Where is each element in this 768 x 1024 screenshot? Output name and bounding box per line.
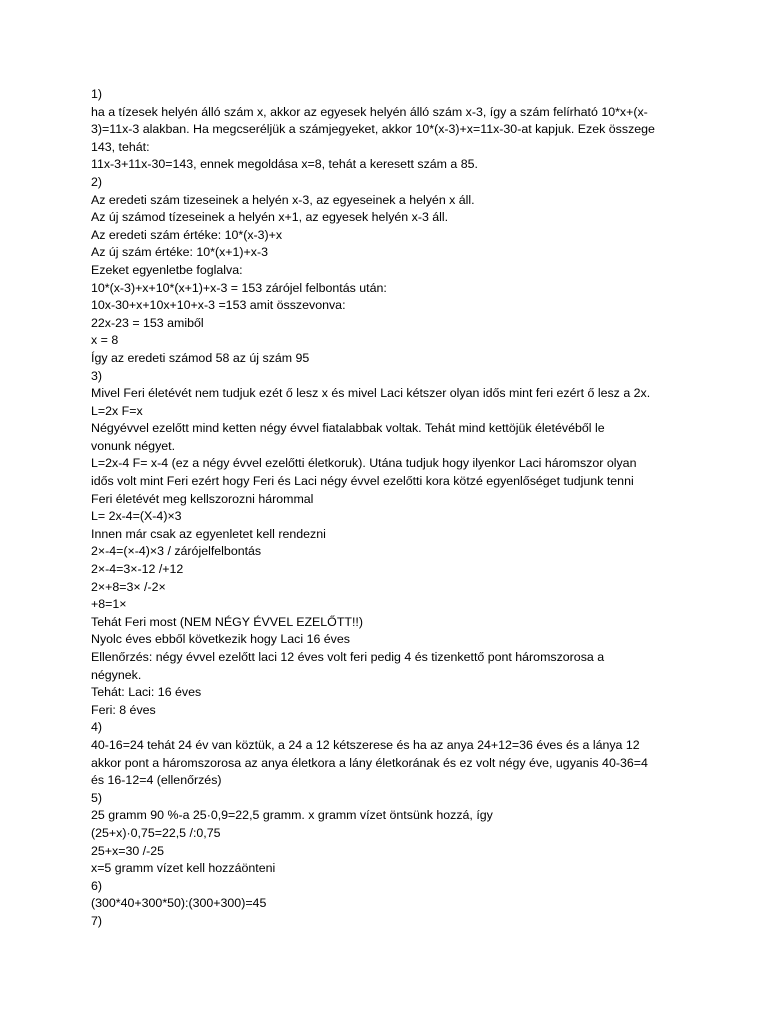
text-line: Így az eredeti számod 58 az új szám 95 (91, 350, 310, 365)
text-line: 2×+8=3× /-2× (91, 579, 166, 594)
text-line: Feri életévét meg kellszorozni hárommal (91, 491, 314, 506)
document-body (91, 86, 691, 931)
text-line: Nyolc éves ebből következik hogy Laci 16 éves (91, 632, 350, 647)
text-line: 7) (91, 913, 103, 928)
text-line: 2) (91, 174, 103, 189)
text-line: Ezeket egyenletbe foglalva: (91, 262, 243, 277)
text-line: Innen már csak az egyenletet kell rendezni (91, 526, 326, 541)
text-line: 25+x=30 /-25 (91, 843, 165, 858)
text-line: 1) (91, 87, 103, 101)
text-line: Négyévvel ezelőtt mind ketten négy évvel fiatalabbak voltak. Tehát mind kettöjük életévéből le (91, 421, 605, 436)
text-line: ha a tízesek helyén álló szám x, akkor az egyesek helyén álló szám x-3, így a szám felírható 10*x+(x- (91, 104, 648, 119)
text-line: (25+x)·0,75=22,5 /:0,75 (91, 825, 221, 840)
text-line: 6) (91, 878, 103, 893)
text-line: 143, tehát: (91, 139, 150, 154)
text-line: L=2x F=x (91, 403, 143, 418)
text-line: akkor pont a háromszorosa az anya életkora a lány életkorának és ez volt négy éve, ugyanis 40-36=4 (91, 755, 648, 770)
text-line: Feri: 8 éves (91, 702, 156, 717)
text-line: 40-16=24 tehát 24 év van köztük, a 24 a 12 kétszerese és ha az anya 24+12=36 éves és a lánya 12 (91, 737, 640, 752)
text-line: idős volt mint Feri ezért hogy Feri és Laci négy évvel ezelőtti kora kötzé egyenlőséget tudjunk tenni (91, 474, 634, 489)
text-line: Tehát Feri most (NEM NÉGY ÉVVEL EZELŐTT!!) (91, 614, 363, 629)
text-line: Mivel Feri életévét nem tudjuk ezét ő lesz x és mivel Laci kétszer olyan idős mint feri ezért ő lesz a 2x. (91, 386, 651, 401)
text-line: vonunk négyet. (91, 438, 176, 453)
text-line: +8=1× (91, 597, 127, 612)
text-line: Tehát: Laci: 16 éves (91, 685, 202, 700)
text-line: négynek. (91, 667, 142, 682)
text-line: 10*(x-3)+x+10*(x+1)+x-3 = 153 zárójel felbontás után: (91, 280, 387, 295)
text-line: 4) (91, 720, 103, 735)
text-line: x=5 gramm vízet kell hozzáönteni (91, 861, 276, 876)
text-line: 22x-23 = 153 amiből (91, 315, 204, 330)
text-line: 10x-30+x+10x+10+x-3 =153 amit összevonva: (91, 298, 346, 313)
text-line: (300*40+300*50):(300+300)=45 (91, 896, 267, 911)
text-line: 11x-3+11x-30=143, ennek megoldása x=8, tehát a keresett szám a 85. (91, 157, 478, 172)
text-line: 3) (91, 368, 103, 383)
text-line: és 16-12=4 (ellenőrzés) (91, 773, 222, 788)
text-line: L=2x-4 F= x-4 (ez a négy évvel ezelőtti életkoruk). Utána tudjuk hogy ilyenkor Laci háromszor olyan (91, 456, 637, 471)
text-line: Az új számod tízeseinek a helyén x+1, az egyesek helyén x-3 áll. (91, 210, 449, 225)
text-line: x = 8 (91, 333, 119, 348)
text-line: 2×-4=(×-4)×3 / zárójelfelbontás (91, 544, 262, 559)
text-line: L= 2x-4=(X-4)×3 (91, 509, 182, 524)
text-line: 2×-4=3×-12 /+12 (91, 562, 184, 577)
text-line: Az eredeti szám értéke: 10*(x-3)+x (91, 227, 283, 242)
text-line: 25 gramm 90 %-a 25·0,9=22,5 gramm. x gramm vízet öntsünk hozzá, így (91, 808, 493, 823)
text-line: 3)=11x-3 alakban. Ha megcseréljük a számjegyeket, akkor 10*(x-3)+x=11x-30-at kapjuk. Ezek összege (91, 122, 655, 137)
text-line: Az eredeti szám tizeseinek a helyén x-3, az egyeseinek a helyén x áll. (91, 192, 475, 207)
text-line: Ellenőrzés: négy évvel ezelőtt laci 12 éves volt feri pedig 4 és tizenkettő pont háromszorosa a (91, 650, 605, 664)
text-line: Az új szám értéke: 10*(x+1)+x-3 (91, 245, 268, 260)
text-line: 5) (91, 790, 103, 805)
